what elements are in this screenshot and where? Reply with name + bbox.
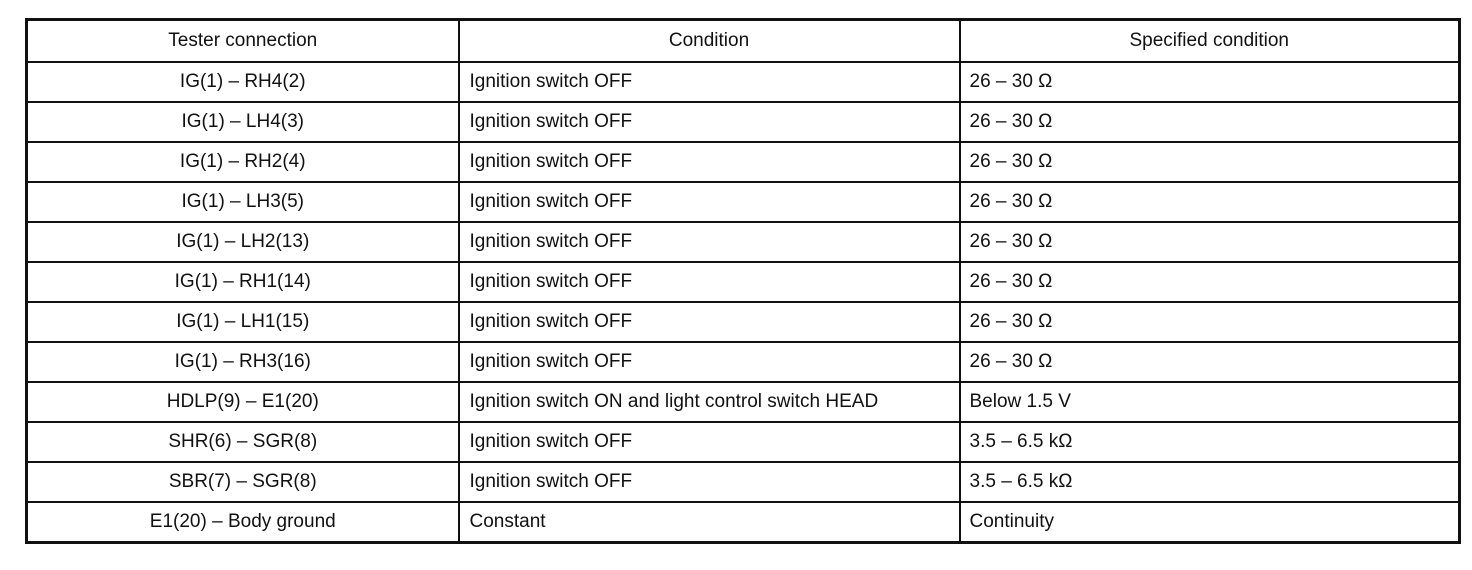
specified-condition-cell: 26 – 30 Ω [960, 342, 1460, 382]
table-row [27, 382, 1460, 422]
tester-connection-cell: IG(1) – RH1(14) [27, 262, 459, 302]
header-tester-connection: Tester connection [27, 20, 459, 63]
tester-connection-cell: IG(1) – LH4(3) [27, 102, 459, 142]
condition-cell: Ignition switch OFF [459, 342, 960, 382]
header-specified-condition: Specified condition [960, 20, 1460, 63]
table-row [27, 422, 1460, 462]
condition-cell: Ignition switch ON and light control switch HEAD [459, 382, 960, 422]
condition-cell: Constant [459, 502, 960, 543]
table-row [27, 462, 1460, 502]
specified-condition-cell: Below 1.5 V [960, 382, 1460, 422]
tester-connection-cell: IG(1) – RH2(4) [27, 142, 459, 182]
tester-connection-cell: SHR(6) – SGR(8) [27, 422, 459, 462]
tester-connection-cell: HDLP(9) – E1(20) [27, 382, 459, 422]
table-row [27, 182, 1460, 222]
tester-connection-cell: E1(20) – Body ground [27, 502, 459, 543]
condition-cell: Ignition switch OFF [459, 142, 960, 182]
specified-condition-cell: 26 – 30 Ω [960, 262, 1460, 302]
table-row [27, 102, 1460, 142]
condition-cell: Ignition switch OFF [459, 302, 960, 342]
specified-condition-cell: 3.5 – 6.5 kΩ [960, 462, 1460, 502]
table-header-row [27, 20, 1460, 63]
specified-condition-cell: 26 – 30 Ω [960, 302, 1460, 342]
tester-specification-table [25, 18, 1461, 544]
specified-condition-cell: 26 – 30 Ω [960, 222, 1460, 262]
tester-connection-cell: SBR(7) – SGR(8) [27, 462, 459, 502]
table-row [27, 62, 1460, 102]
specified-condition-cell: 26 – 30 Ω [960, 62, 1460, 102]
condition-cell: Ignition switch OFF [459, 222, 960, 262]
table-row [27, 302, 1460, 342]
condition-cell: Ignition switch OFF [459, 62, 960, 102]
tester-connection-cell: IG(1) – RH3(16) [27, 342, 459, 382]
condition-cell: Ignition switch OFF [459, 422, 960, 462]
specified-condition-cell: 26 – 30 Ω [960, 102, 1460, 142]
specified-condition-cell: Continuity [960, 502, 1460, 543]
condition-cell: Ignition switch OFF [459, 182, 960, 222]
table-row [27, 502, 1460, 543]
condition-cell: Ignition switch OFF [459, 462, 960, 502]
header-condition: Condition [459, 20, 960, 63]
table-row [27, 222, 1460, 262]
tester-connection-cell: IG(1) – LH2(13) [27, 222, 459, 262]
table-row [27, 262, 1460, 302]
tester-connection-cell: IG(1) – LH3(5) [27, 182, 459, 222]
condition-cell: Ignition switch OFF [459, 262, 960, 302]
condition-cell: Ignition switch OFF [459, 102, 960, 142]
tester-connection-cell: IG(1) – LH1(15) [27, 302, 459, 342]
table-row [27, 342, 1460, 382]
table-row [27, 142, 1460, 182]
specified-condition-cell: 26 – 30 Ω [960, 142, 1460, 182]
tester-connection-cell: IG(1) – RH4(2) [27, 62, 459, 102]
specified-condition-cell: 3.5 – 6.5 kΩ [960, 422, 1460, 462]
specified-condition-cell: 26 – 30 Ω [960, 182, 1460, 222]
